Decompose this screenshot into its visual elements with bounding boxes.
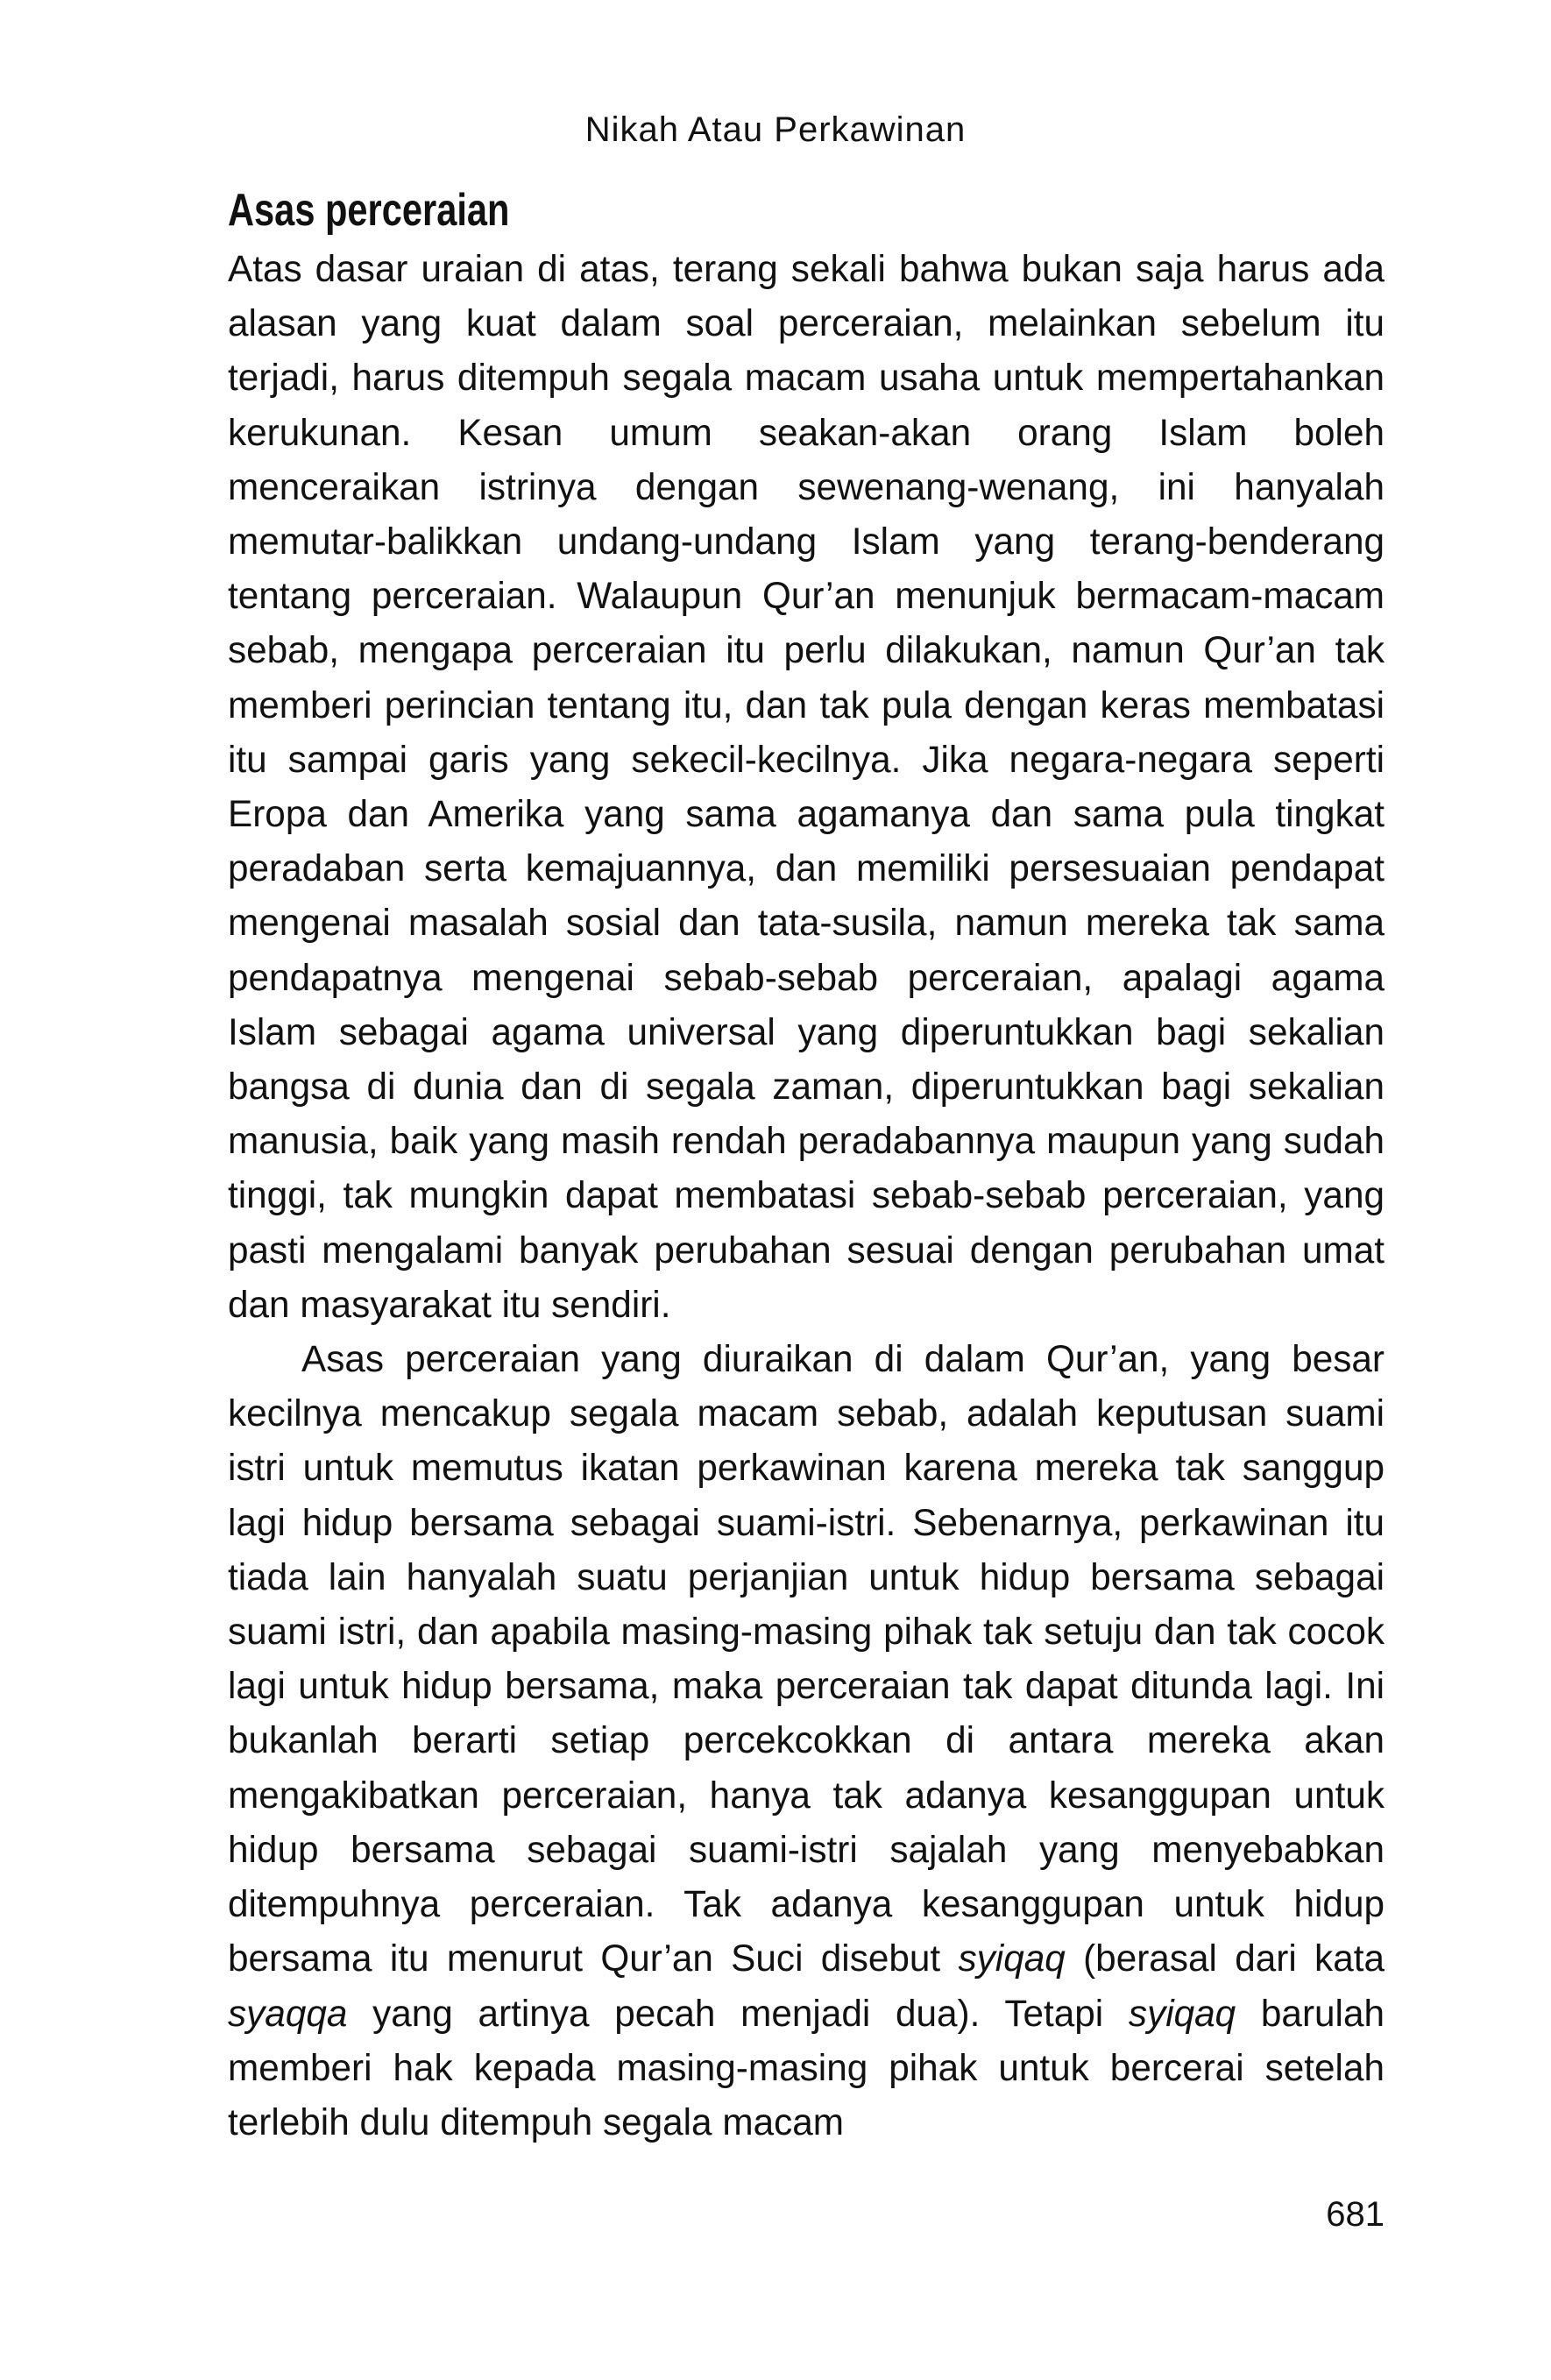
paragraph-2-part-2: (berasal dari kata [1065,1937,1385,1980]
body-text [228,242,1385,2150]
paragraph-2-part-3: yang artinya pecah menjadi dua). Tetapi [347,1992,1129,2034]
term-syiqaq: syiqaq [958,1937,1066,1980]
page-number: 681 [1326,2195,1385,2234]
term-syiqaq-2: syiqaq [1128,1992,1236,2034]
term-syaqqa: syaqqa [228,1992,348,2034]
running-head: Nikah Atau Perkawinan [584,110,967,149]
paragraph-2-part-4: barulah memberi hak kepada masing-masing pihak untuk bercerai setelah terlebih dulu ditempuh segala macam [228,1992,1385,2143]
paragraph-2-part-1: Asas perceraian yang diuraikan di dalam Qur’an, yang besar kecilnya mencakup segala macam sebab, adalah keputusan suami istri untuk memutus ikatan perkawinan karena mereka tak sanggup lagi hidup bersama sebagai suami-istri. Sebenarnya, perkawinan itu tiada lain hanyalah suatu perjanjian untuk hidup bersama sebagai suami istri, dan apabila masing-masing pihak tak setuju dan tak cocok lagi untuk hidup bersama, maka perceraian tak dapat ditunda lagi. Ini bukanlah berarti setiap percekcokkan di antara mereka akan mengakibatkan perceraian, hanya tak adanya kesanggupan untuk hidup bersama sebagai suami-istri sajalah yang menyebabkan ditempuhnya perceraian. Tak adanya kesanggupan untuk hidup bersama itu menurut Qur’an Suci disebut [228,1338,1385,1980]
paragraph-2 [228,1332,1385,2150]
section-title: Asas perceraian [228,185,510,236]
paragraph-1: Atas dasar uraian di atas, terang sekali bahwa bukan saja harus ada alasan yang kuat dalam soal perceraian, melainkan sebelum itu terjadi, harus ditempuh segala macam usaha untuk mempertahankan kerukunan. Kesan umum seakan-akan orang Islam boleh menceraikan istrinya dengan sewenang-wenang, ini hanyalah memutar-balikkan undang-undang Islam yang terang-benderang tentang perceraian. Walaupun Qur’an menunjuk bermacam-macam sebab, mengapa perceraian itu perlu dilakukan, namun Qur’an tak memberi perincian tentang itu, dan tak pula dengan keras membatasi itu sampai garis yang sekecil-kecilnya. Jika negara-negara seperti Eropa dan Amerika yang sama agamanya dan sama pula tingkat peradaban serta kemajuannya, dan memiliki persesuaian pendapat mengenai masalah sosial dan tata-susila, namun mereka tak sama pendapatnya mengenai sebab-sebab perceraian, apalagi agama Islam sebagai agama universal yang diperuntukkan bagi sekalian bangsa di dunia dan di segala zaman, diperuntukkan bagi sekalian manusia, baik yang masih rendah peradabannya maupun yang sudah tinggi, tak mungkin dapat membatasi sebab-sebab perceraian, yang pasti mengalami banyak perubahan sesuai dengan perubahan umat dan masyarakat itu sendiri. [228,248,1385,1325]
